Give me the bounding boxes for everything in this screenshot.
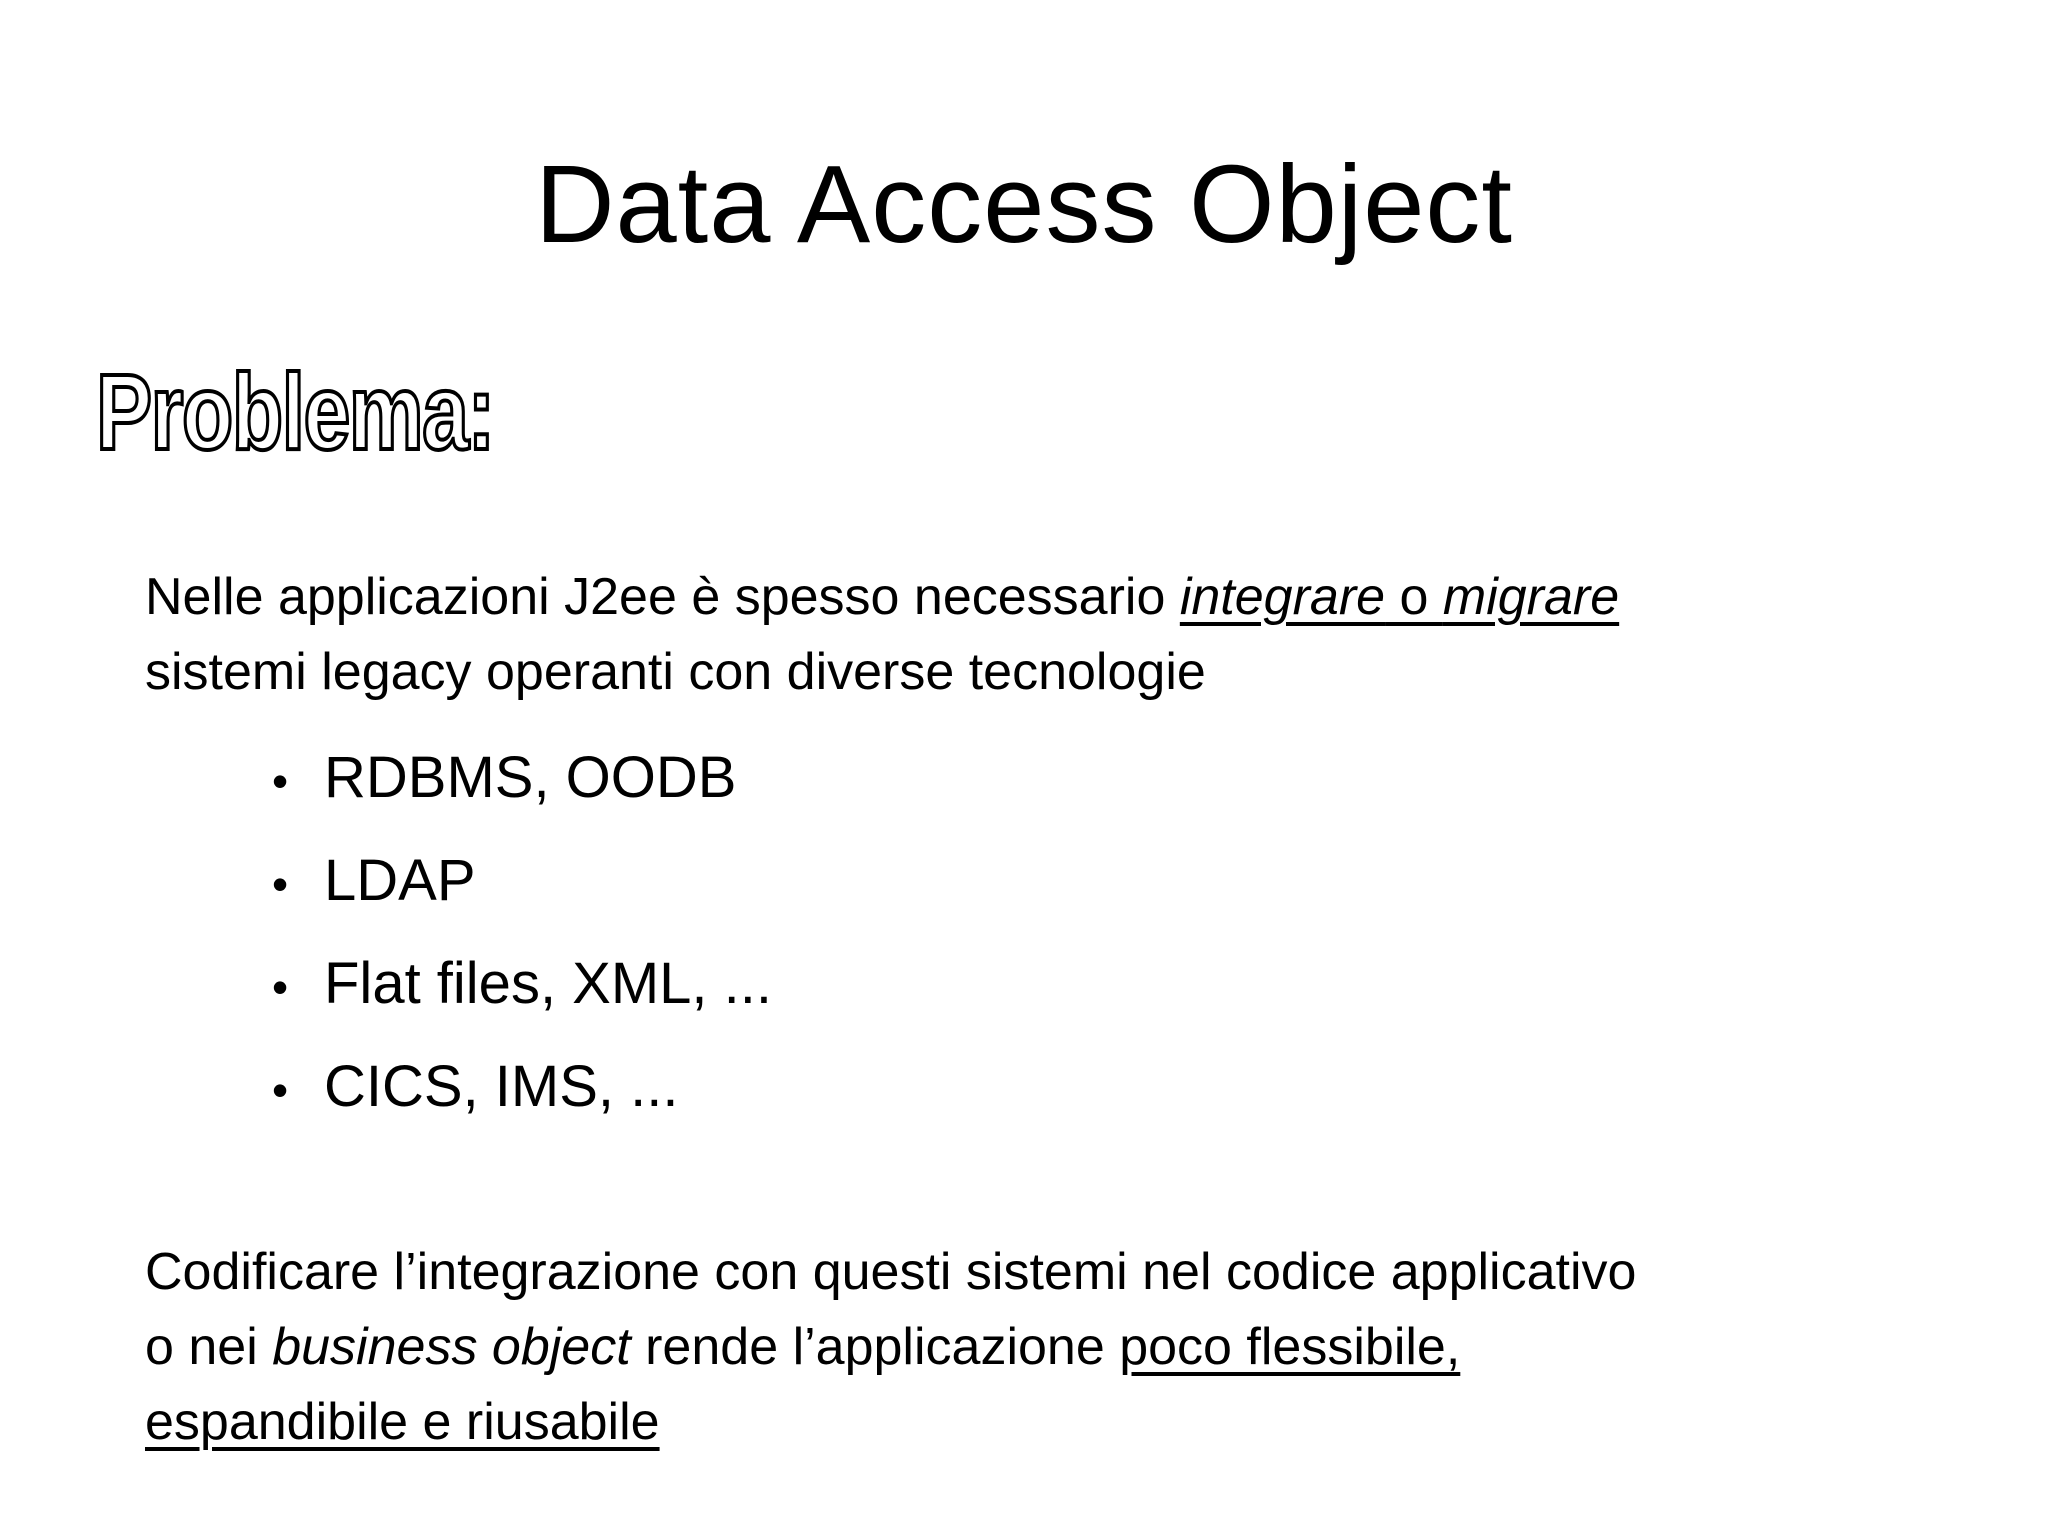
- list-item-text: Flat files, XML, ...: [324, 951, 772, 1016]
- conclusion-text-start: o nei: [145, 1318, 273, 1376]
- list-item-text: RDBMS, OODB: [324, 745, 737, 810]
- poco-flessibile-phrase: poco flessibile,: [1119, 1318, 1461, 1376]
- conclusion-line-1: Codificare l’integrazione con questi sistemi nel codice applicativo: [145, 1243, 1637, 1301]
- migrate-word: migrare: [1442, 568, 1620, 626]
- list-item-text: CICS, IMS, ...: [324, 1054, 679, 1119]
- conclusion-text-mid: rende l’applicazione: [630, 1318, 1120, 1376]
- list-item-text: LDAP: [324, 848, 476, 913]
- bullet-icon: •: [272, 858, 289, 910]
- conclusion-paragraph: [145, 1235, 1636, 1460]
- list-item: [272, 1037, 772, 1140]
- intro-line-1: [145, 560, 1619, 635]
- bullet-icon: •: [272, 755, 289, 807]
- conclusion-line-3: espandibile e riusabile: [145, 1393, 660, 1451]
- problem-heading: Problema:: [96, 351, 494, 472]
- technology-list: [272, 728, 772, 1140]
- integrate-word: integrare: [1179, 568, 1386, 626]
- integrate-migrate-phrase: [1180, 568, 1619, 626]
- intro-line-2: sistemi legacy operanti con diverse tecnologie: [145, 643, 1206, 701]
- list-item: [272, 934, 772, 1037]
- conclusion-line-2: [145, 1310, 1636, 1385]
- list-item: [272, 831, 772, 934]
- bullet-icon: •: [272, 1064, 289, 1116]
- bullet-icon: •: [272, 961, 289, 1013]
- list-item: [272, 728, 772, 831]
- intro-text: Nelle applicazioni J2ee è spesso necessario: [145, 568, 1180, 626]
- connector-word: o: [1385, 568, 1443, 626]
- intro-paragraph: [145, 560, 1619, 710]
- slide-title: Data Access Object: [535, 143, 1513, 266]
- business-object-term: business object: [272, 1318, 631, 1376]
